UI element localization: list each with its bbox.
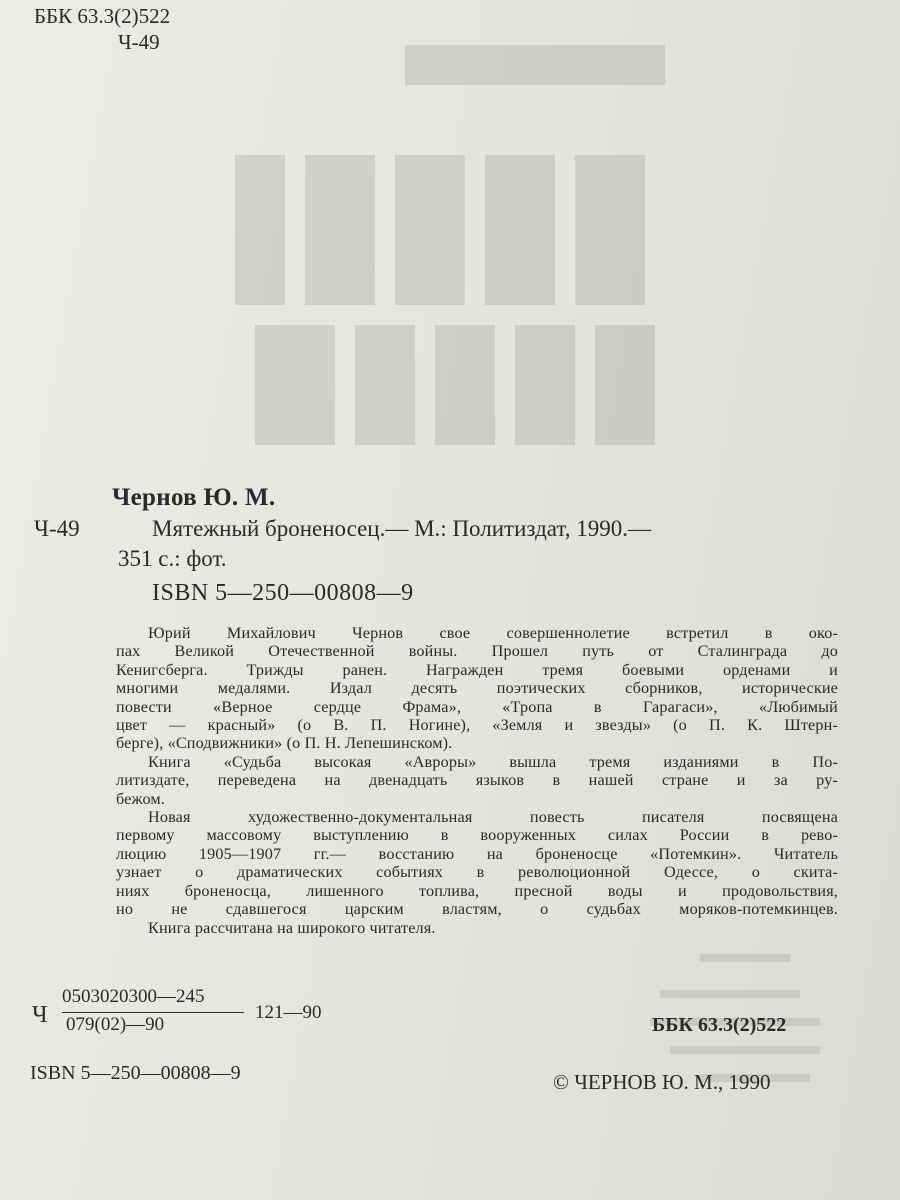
annotation-line: пах Великой Отечественной войны. Прошел путь от Сталинграда до: [116, 642, 838, 661]
annotation-line: узнает о драматических событиях в революционной Одессе, о скита-: [116, 863, 838, 882]
bbk-code-top: ББК 63.3(2)522: [34, 4, 171, 28]
annotation-line: цвет — красный» (о В. П. Ногине), «Земля и звезды» (о П. К. Штерн-: [116, 716, 838, 735]
author-index-top: Ч-49: [118, 30, 160, 54]
bibliographic-title: Мятежный броненосец.— М.: Политиздат, 1990.—: [152, 516, 651, 541]
page-count: 351 с.: фот.: [118, 546, 227, 571]
bleed-through-title-art: [225, 35, 685, 455]
annotation-line: литиздате, переведена на двенадцать языков в нашей стране и за ру-: [116, 771, 838, 790]
annotation-text: [116, 624, 838, 937]
annotation-line: Юрий Михайлович Чернов свое совершеннолетие встретил в око-: [148, 624, 838, 642]
annotation-line: первому массовому выступлению в вооруженных силах России в рево-: [116, 826, 838, 845]
annotation-line: люцию 1905—1907 гг.— восстанию на броненосце «Потемкин». Читатель: [116, 844, 838, 863]
annotation-line: повести «Верное сердце Фрама», «Тропа в Гарагаси», «Любимый: [116, 697, 838, 716]
imprint-code-numerator: 0503020300—245: [62, 986, 205, 1007]
annotation-line: Книга «Судьба высокая «Авроры» вышла тремя изданиями в По-: [148, 752, 838, 771]
annotation-line: многими медалями. Издал десять поэтических сборников, исторические: [116, 679, 838, 698]
imprint-letter: Ч: [32, 1002, 48, 1028]
copyright-notice: © ЧЕРНОВ Ю. М., 1990: [553, 1070, 771, 1094]
imprint-plan-number: 121—90: [255, 1002, 322, 1023]
annotation-line: Кенигсберга. Трижды ранен. Награжден тремя боевыми орденами и: [116, 660, 838, 679]
isbn-main: ISBN 5—250—00808—9: [152, 580, 414, 606]
annotation-line: бежом.: [116, 789, 165, 808]
annotation-line: Книга рассчитана на широкого читателя.: [148, 918, 436, 937]
annotation-line: берге), «Сподвижники» (о П. Н. Лепешинском).: [116, 734, 453, 753]
annotation-line: Новая художественно-документальная повесть писателя посвящена: [148, 808, 838, 827]
bbk-code-bottom: ББК 63.3(2)522: [652, 1014, 787, 1036]
fraction-divider: [62, 1012, 244, 1013]
annotation-line: ниях броненосца, лишенного топлива, пресной воды и продовольствия,: [116, 881, 838, 900]
author-index-code: Ч-49: [34, 516, 80, 541]
imprint-code-denominator: 079(02)—90: [66, 1014, 165, 1035]
isbn-bottom: ISBN 5—250—00808—9: [30, 1062, 241, 1084]
author-name: Чернов Ю. М.: [112, 484, 276, 511]
annotation-line: но не сдавшегося царским властям, о судьбах моряков-потемкинцев.: [116, 900, 838, 919]
